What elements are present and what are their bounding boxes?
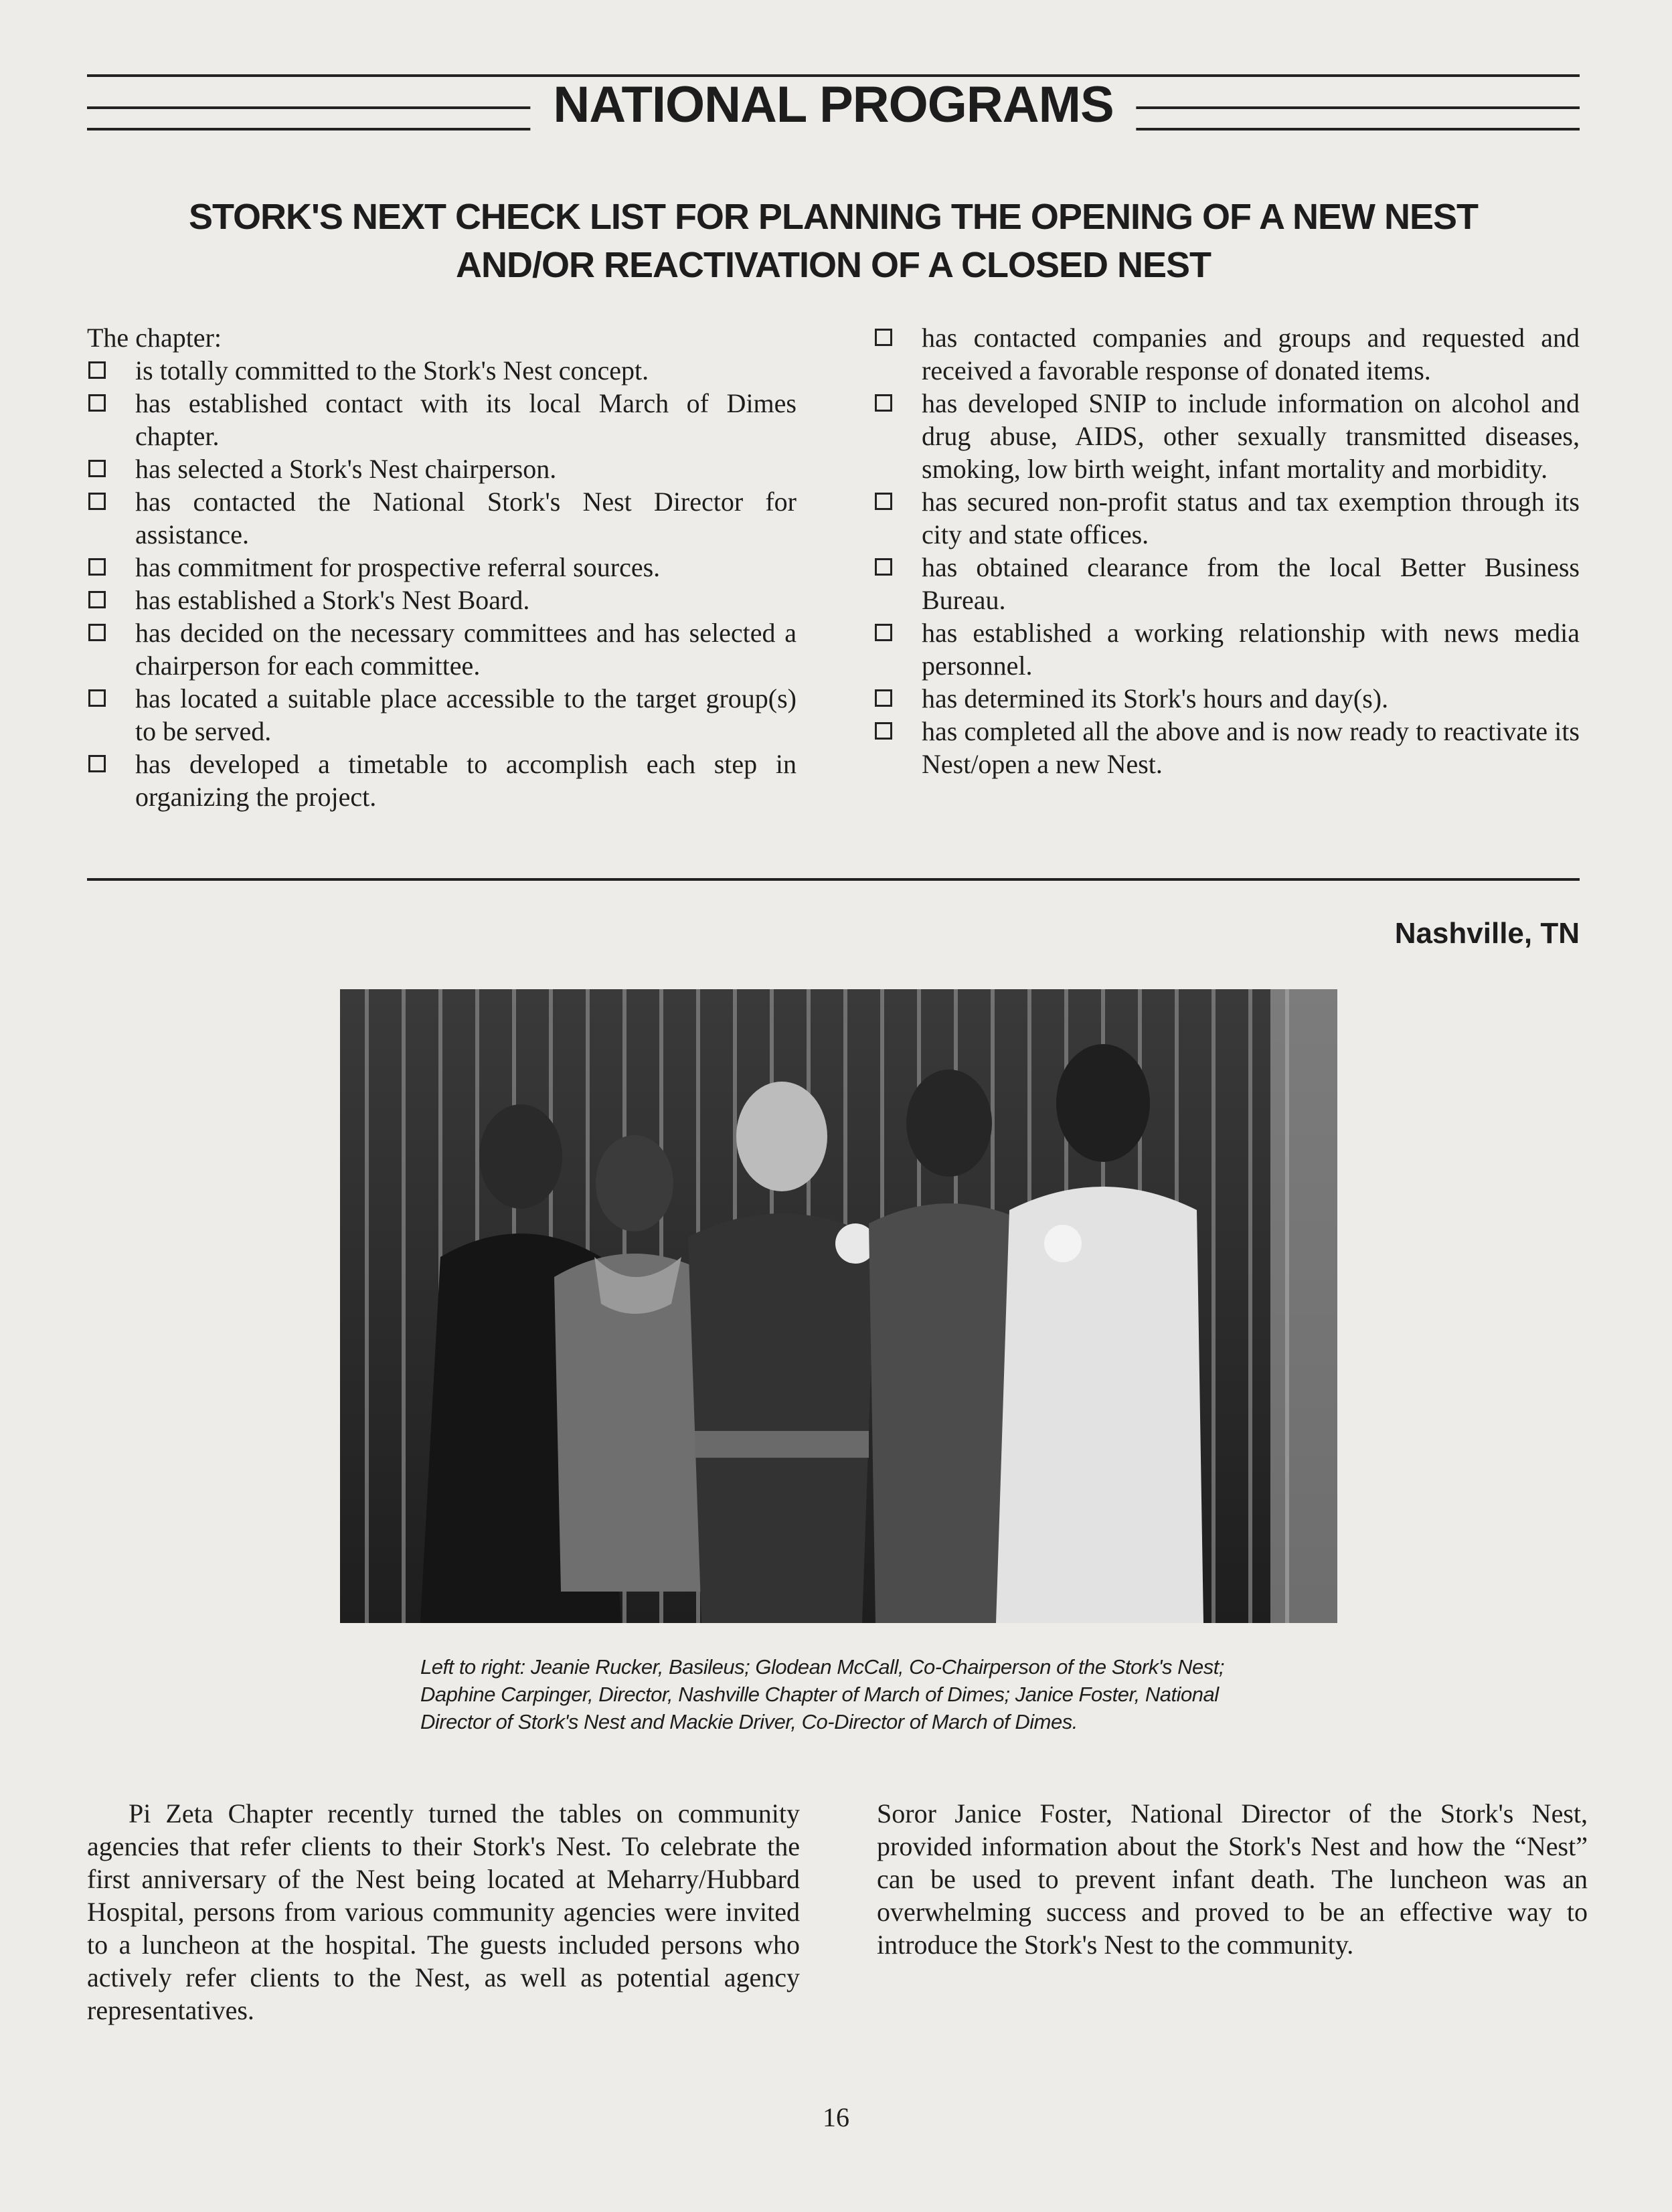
section-banner (87, 70, 1580, 134)
checklist-item (87, 616, 797, 682)
checklist-item-text: has established contact with its local March of Dimes chapter. (135, 388, 797, 451)
checkbox-icon (88, 591, 106, 608)
checklist-item (873, 551, 1580, 616)
checkbox-icon (88, 460, 106, 477)
checklist-item-text: has decided on the necessary committees and has selected a chairperson for each committee. (135, 618, 797, 681)
article-location: Nashville, TN (1394, 917, 1580, 950)
checklist-item (87, 387, 797, 452)
checkbox-icon (88, 624, 106, 641)
checklist-item-text: has obtained clearance from the local Better Business Bureau. (922, 552, 1580, 615)
checklist-item (87, 551, 797, 584)
article-body-left: Pi Zeta Chapter recently turned the tables on community agencies that refer clients to their Stork's Nest. To celebrate the first anniversary of the Nest being located at Meharry/Hubbard Hospital, persons from various community agencies were invited to a luncheon at the hospital. The guests included persons who actively refer clients to the Nest, as well as potential agency representatives. (87, 1798, 800, 2025)
checklist-item (873, 616, 1580, 682)
page-number: 16 (823, 2102, 849, 2132)
checklist-title (87, 193, 1580, 289)
checklist-item (873, 321, 1580, 387)
checklist-item (87, 748, 797, 813)
checkbox-icon (88, 755, 106, 772)
checklist-left-column (87, 321, 797, 813)
article-body-right: Soror Janice Foster, National Director of the Stork's Nest, provided information about the Stork's Nest and how the “Nest” can be used to prevent infant death. The luncheon was an overwhelming success and proved to be an effective way to introduce the Stork's Nest to the community. (877, 1798, 1588, 1960)
checklist-item-text: has established a working relationship with news media personnel. (922, 618, 1580, 681)
checklist-item-text: has selected a Stork's Nest chairperson. (135, 454, 557, 484)
checklist-item (873, 485, 1580, 551)
checkbox-icon (875, 394, 892, 412)
checklist-item-text: has developed SNIP to include information on alcohol and drug abuse, AIDS, other sexually transmitted diseases, smoking, low birth weight, infant mortality and morbidity. (922, 388, 1580, 484)
checklist-item (87, 452, 797, 485)
checkbox-icon (88, 689, 106, 707)
checklist-item-text: has contacted companies and groups and requested and received a favorable response of donated items. (922, 323, 1580, 386)
section-divider (87, 878, 1580, 881)
checklist-title-line-1: STORK'S NEXT CHECK LIST FOR PLANNING THE OPENING OF A NEW NEST (189, 197, 1478, 237)
checklist-item-text: is totally committed to the Stork's Nest concept. (135, 355, 649, 386)
checklist-item-text: has established a Stork's Nest Board. (135, 585, 530, 615)
checklist-item (87, 485, 797, 551)
checkbox-icon (875, 689, 892, 707)
checklist-item-text: has completed all the above and is now ready to reactivate its Nest/open a new Nest. (922, 716, 1580, 779)
checklist-item-text: has determined its Stork's hours and day(s). (922, 683, 1389, 713)
group-photo (340, 989, 1337, 1623)
checklist-intro: The chapter: (87, 323, 222, 353)
checklist-item-text: has contacted the National Stork's Nest Director for assistance. (135, 487, 797, 549)
checklist-item-text: has developed a timetable to accomplish each step in organizing the project. (135, 749, 797, 812)
checklist-item (87, 682, 797, 748)
checkbox-icon (88, 361, 106, 379)
checklist-item (873, 387, 1580, 485)
checklist-item-text: has located a suitable place accessible to the target group(s) to be served. (135, 683, 797, 746)
checklist-right-column (873, 321, 1580, 780)
checkbox-icon (875, 558, 892, 576)
checklist-item-text: has secured non-profit status and tax exemption through its city and state offices. (922, 487, 1580, 549)
checklist-item (873, 715, 1580, 780)
checkbox-icon (88, 394, 106, 412)
checkbox-icon (88, 558, 106, 576)
checklist-item (873, 682, 1580, 715)
checkbox-icon (875, 329, 892, 346)
checklist-item (87, 584, 797, 616)
checkbox-icon (88, 493, 106, 510)
section-title: NATIONAL PROGRAMS (530, 78, 1136, 132)
checklist-title-line-2: AND/OR REACTIVATION OF A CLOSED NEST (455, 245, 1211, 285)
checklist-item (87, 354, 797, 387)
checkbox-icon (875, 624, 892, 641)
photo-caption: Left to right: Jeanie Rucker, Basileus; Glodean McCall, Co-Chairperson of the Stork's Nest; Daphine Carpinger, Director, Nashville Chapter of March of Dimes; Janice Foster, National Director of Stork's Nest and Mackie Driver, Co-Director of March of Dimes. (420, 1655, 1224, 1733)
checklist-item-text: has commitment for prospective referral sources. (135, 552, 661, 582)
checkbox-icon (875, 722, 892, 740)
checkbox-icon (875, 493, 892, 510)
group-photo-illustration (340, 989, 1337, 1623)
